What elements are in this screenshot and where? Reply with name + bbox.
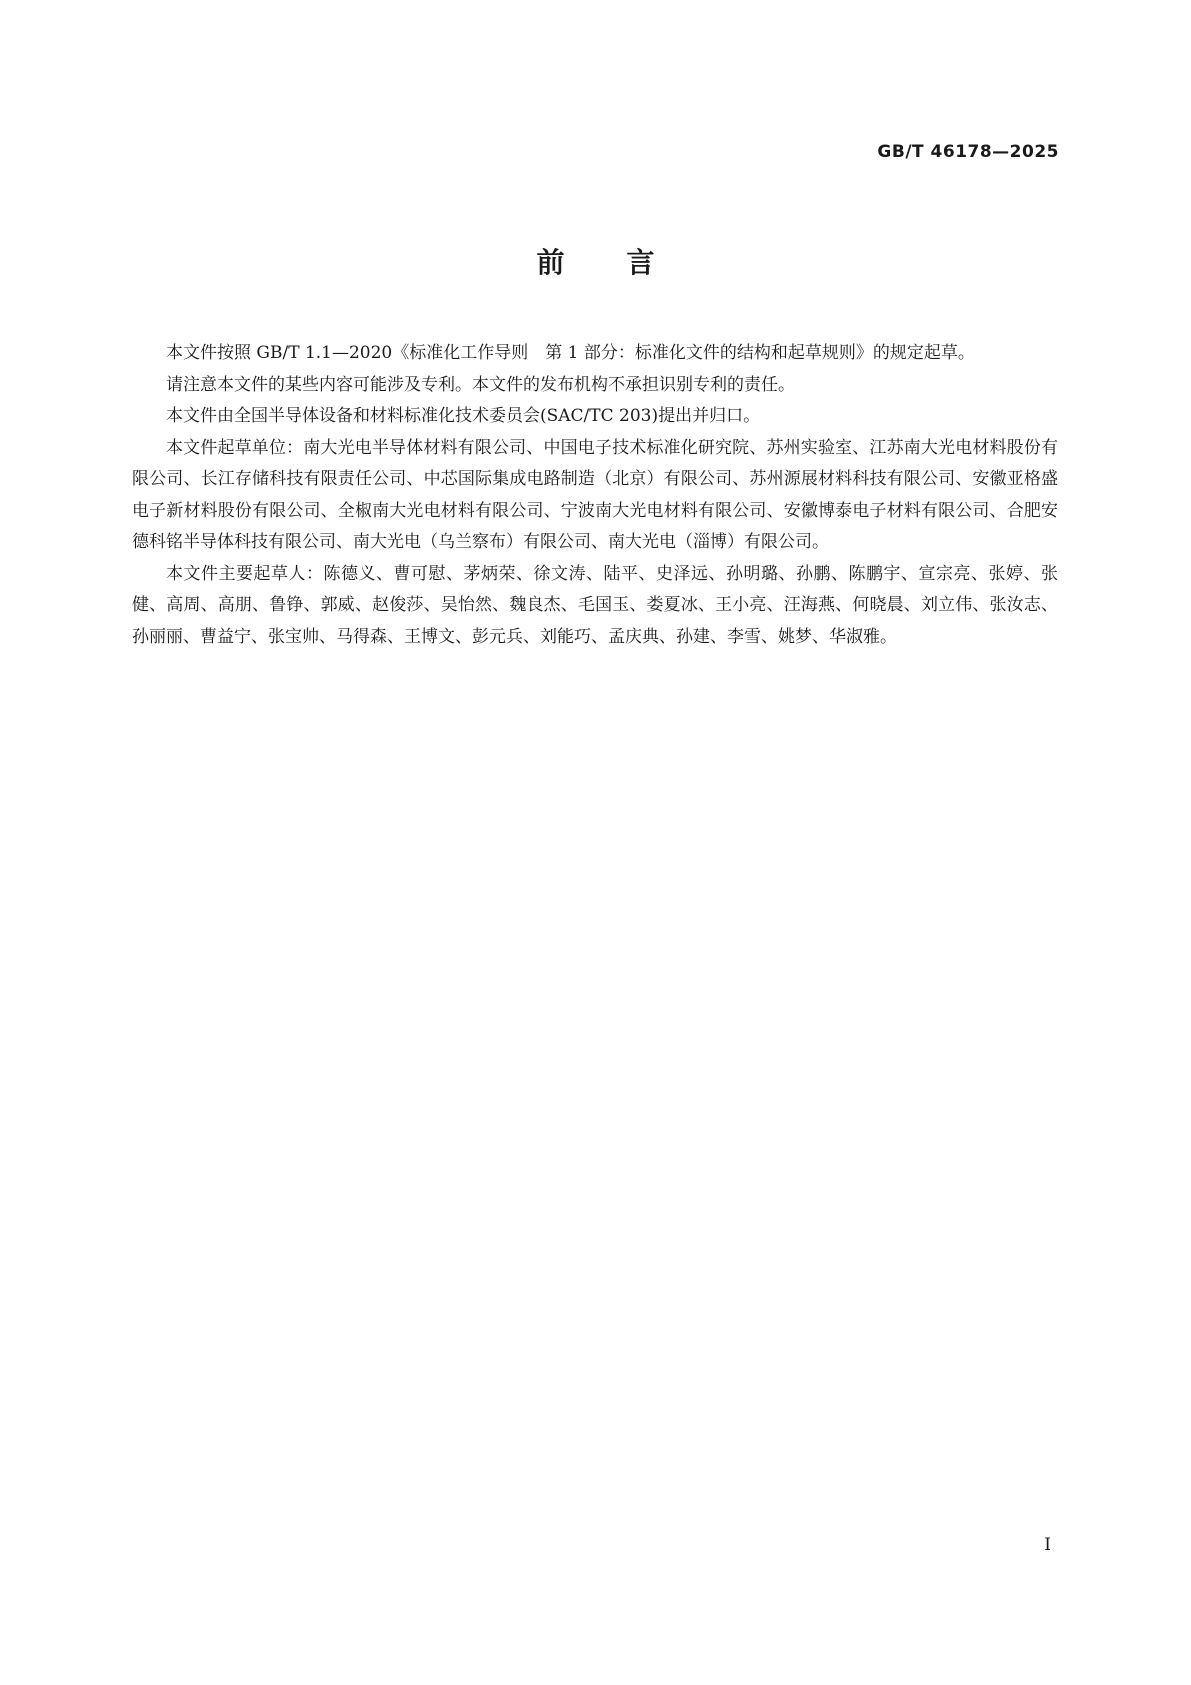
page-title: 前言 — [536, 246, 717, 279]
paragraph-proposer: 本文件由全国半导体设备和材料标准化技术委员会(SAC/TC 203)提出并归口。 — [166, 406, 761, 426]
paragraph-patent-notice: 请注意本文件的某些内容可能涉及专利。本文件的发布机构不承担识别专利的责任。 — [166, 374, 795, 395]
standard-number: GB/T 46178—2025 — [877, 142, 1059, 162]
paragraph-drafting-units: 本文件起草单位：南大光电半导体材料有限公司、中国电子技术标准化研究院、苏州实验室、江苏南大光电材料股份有限公司、长江存储科技有限责任公司、中芯国际集成电路制造（北京）有限公司、苏州源展材料科技有限公司、安徽亚格盛电子新材料股份有限公司、全椒南大光电材料有限公司、宁波南大光电材料有限公司、安徽博泰电子材料有限公司、合肥安德科铭半导体科技有限公司、南大光电（乌兰察布）有限公司、南大光电（淄博）有限公司。 — [132, 437, 1058, 552]
page-number: I — [1044, 1535, 1051, 1555]
foreword-body — [132, 338, 1058, 653]
paragraph-drafting-rules: 本文件按照 GB/T 1.1—2020《标准化工作导则 第 1 部分：标准化文件的结构和起草规则》的规定起草。 — [166, 343, 975, 363]
paragraph-drafters: 本文件主要起草人：陈德义、曹可慰、茅炳荣、徐文涛、陆平、史泽远、孙明璐、孙鹏、陈鹏宇、宣宗亮、张婷、张健、高周、高朋、鲁铮、郭威、赵俊莎、吴怡然、魏良杰、毛国玉、娄夏冰、王小亮、汪海燕、何晓晨、刘立伟、张汝志、孙丽丽、曹益宁、张宝帅、马得森、王博文、彭元兵、刘能巧、孟庆典、孙建、李雪、姚梦、华淑雅。 — [132, 563, 1058, 647]
